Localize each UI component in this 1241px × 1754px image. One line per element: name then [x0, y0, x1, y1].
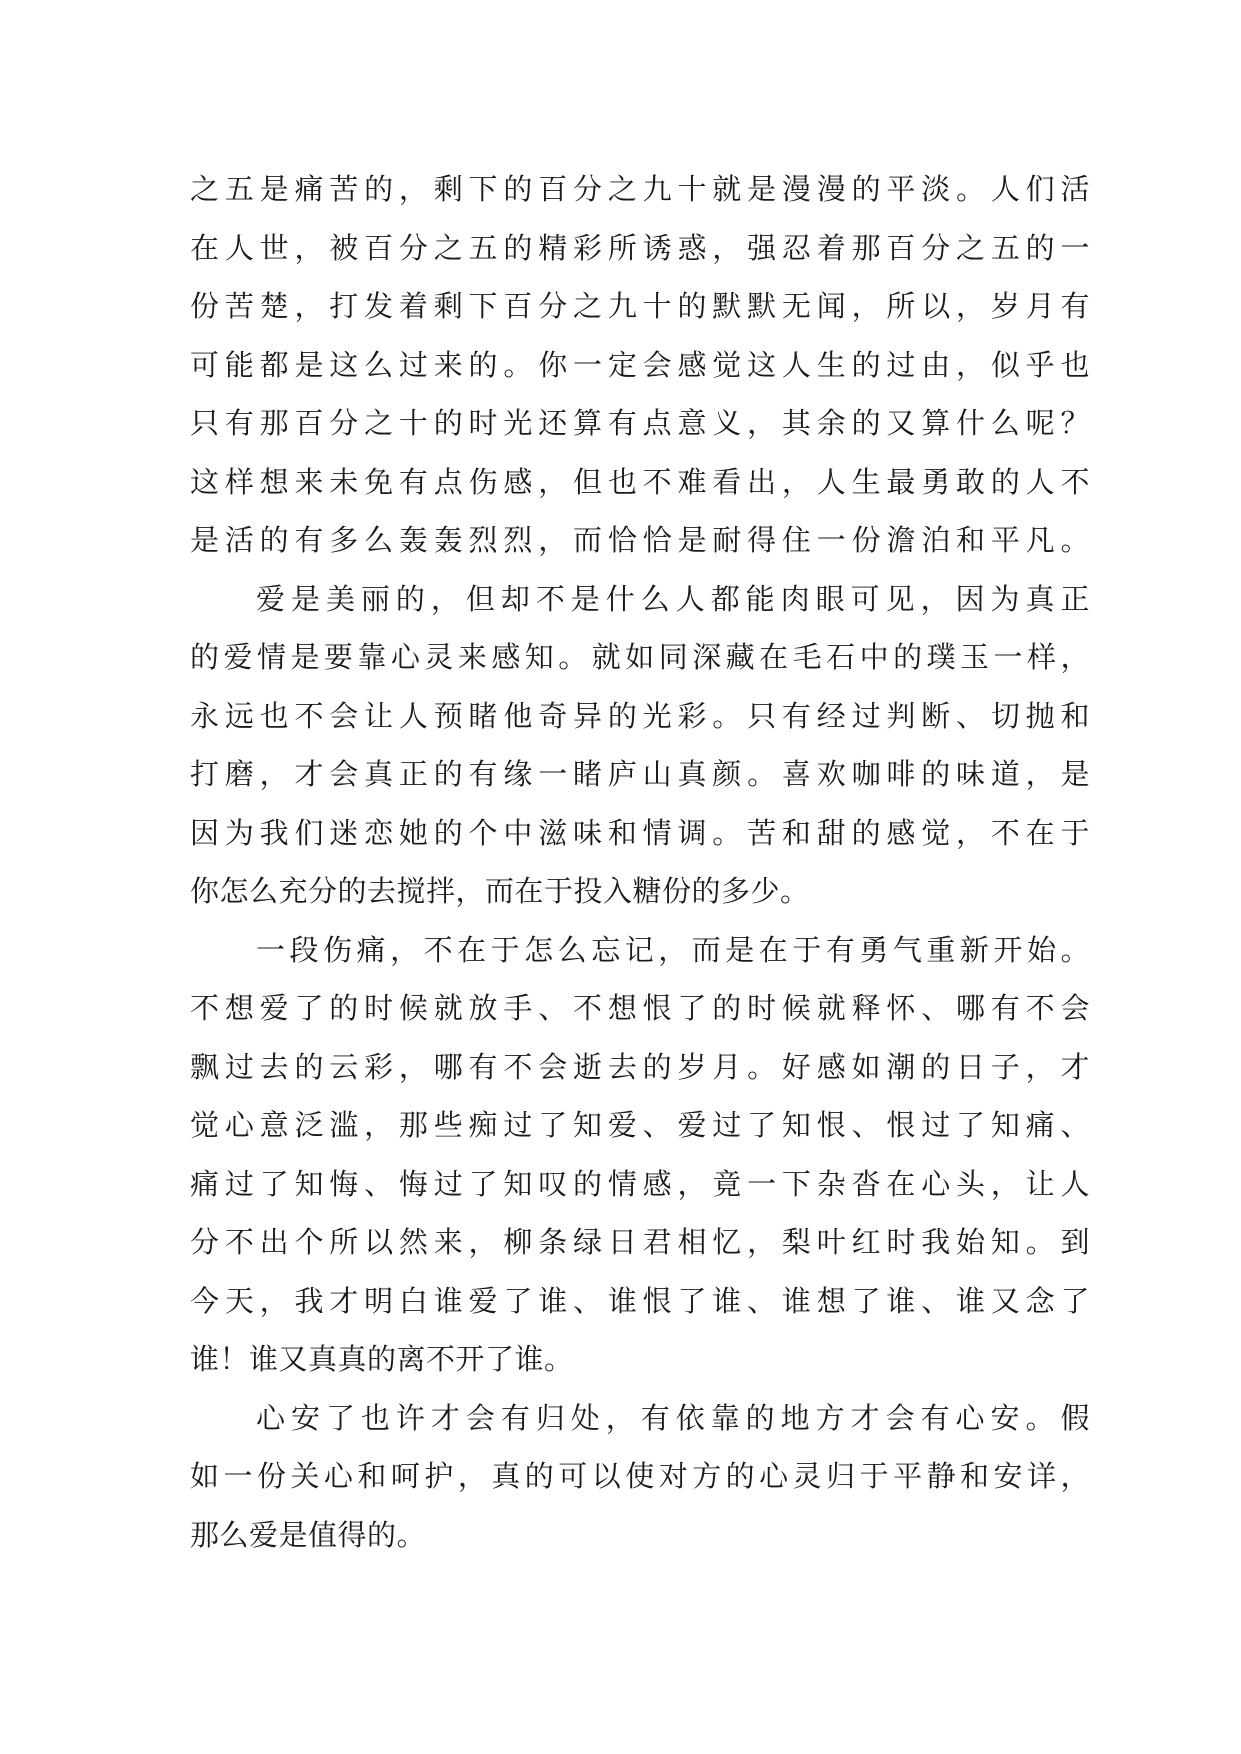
- paragraph-2-line-3: 永远也不会让人预睹他奇异的光彩。只有经过判断、切抛和: [190, 698, 1090, 733]
- paragraph-3-line-2: 不想爱了的时候就放手、不想恨了的时候就释怀、哪有不会: [190, 991, 1090, 1025]
- paragraph-1-line-5: 只有那百分之十的时光还算有点意义，其余的又算什么呢？: [190, 406, 1090, 440]
- paragraph-4-line-2: 如一份关心和呵护，真的可以使对方的心灵归于平静和安详，: [190, 1459, 1090, 1493]
- paragraph-1-line-6: 这样想来未免有点伤感，但也不难看出，人生最勇敢的人不: [190, 464, 1090, 499]
- paragraph-2-line-4: 打磨，才会真正的有缘一睹庐山真颜。喜欢咖啡的味道，是: [190, 757, 1090, 791]
- paragraph-3-line-8: 谁！谁又真真的离不开了谁。: [190, 1342, 574, 1376]
- paragraph-1-line-2: 在人世，被百分之五的精彩所诱惑，强忍着那百分之五的一: [190, 230, 1090, 265]
- paragraph-3-line-1: 一段伤痛，不在于怎么忘记，而是在于有勇气重新开始。: [256, 932, 1090, 967]
- paragraph-1-line-4: 可能都是这么过来的。你一定会感觉这人生的过由，似乎也: [190, 347, 1090, 382]
- paragraph-1-line-3: 份苦楚，打发着剩下百分之九十的默默无闻，所以，岁月有: [190, 289, 1090, 323]
- paragraph-4-line-3: 那么爱是值得的。: [190, 1517, 427, 1552]
- paragraph-3-line-3: 飘过去的云彩，哪有不会逝去的岁月。好感如潮的日子，才: [190, 1049, 1090, 1084]
- paragraph-2-line-6: 你怎么充分的去搅拌，而在于投入糖份的多少。: [190, 874, 810, 908]
- paragraph-3-line-4: 觉心意泛滥，那些痴过了知爱、爱过了知恨、恨过了知痛、: [190, 1108, 1090, 1142]
- paragraph-2-line-2: 的爱情是要靠心灵来感知。就如同深藏在毛石中的璞玉一样，: [190, 640, 1090, 674]
- paragraph-1-line-7: 是活的有多么轰轰烈烈，而恰恰是耐得住一份澹泊和平凡。: [190, 523, 1090, 557]
- paragraph-2-line-1: 爱是美丽的，但却不是什么人都能肉眼可见，因为真正: [256, 581, 1090, 616]
- paragraph-3-line-6: 分不出个所以然来，柳条绿日君相忆，梨叶红时我始知。到: [190, 1225, 1090, 1259]
- paragraph-3-line-7: 今天，我才明白谁爱了谁、谁恨了谁、谁想了谁、谁又念了: [190, 1283, 1090, 1318]
- paragraph-2-line-5: 因为我们迷恋她的个中滋味和情调。苦和甜的感觉，不在于: [190, 815, 1090, 850]
- paragraph-4-line-1: 心安了也许才会有归处，有依靠的地方才会有心安。假: [256, 1400, 1090, 1435]
- paragraph-1-line-1: 之五是痛苦的，剩下的百分之九十就是漫漫的平淡。人们活: [190, 172, 1090, 206]
- paragraph-3-line-5: 痛过了知悔、悔过了知叹的情感，竟一下杂沓在心头，让人: [190, 1166, 1090, 1201]
- document-body: [190, 160, 1090, 1564]
